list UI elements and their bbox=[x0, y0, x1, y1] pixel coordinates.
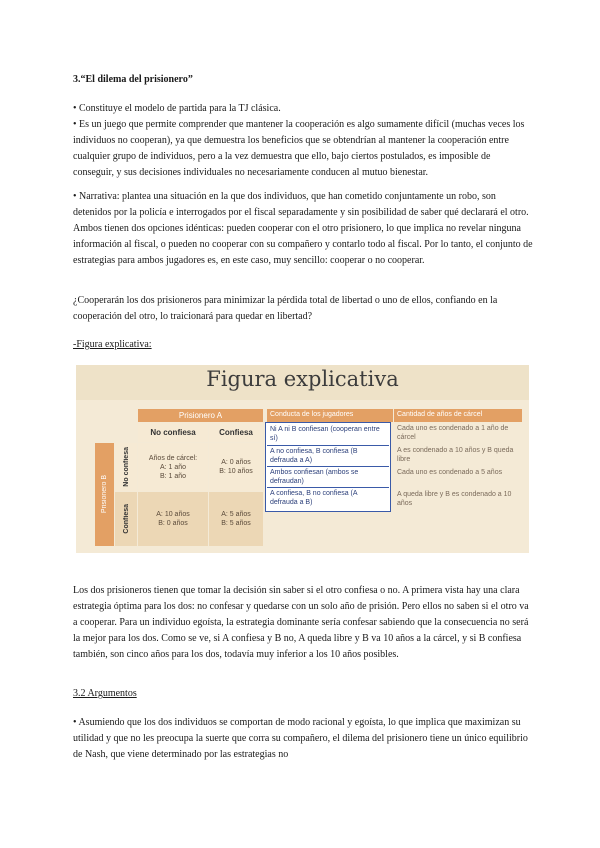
years-header: Cantidad de años de cárcel bbox=[394, 409, 522, 422]
prisoner-a-header: Prisionero A bbox=[138, 409, 263, 422]
years-row-3: Cada uno es condenado a 5 años bbox=[397, 469, 503, 476]
col-no-confiesa: No confiesa bbox=[138, 423, 208, 442]
figure bbox=[76, 365, 529, 553]
row-no-confiesa-label: No confiesa bbox=[122, 447, 130, 487]
cell-nc-nc: Años de cárcel: A: 1 año B: 1 año bbox=[138, 443, 208, 491]
conduct-row-2: A no confiesa, B confiesa (B defrauda a A) bbox=[267, 445, 389, 465]
bullet-1: • Constituye el modelo de partida para la TJ clásica. bbox=[73, 103, 281, 114]
bullet-3: • Narrativa: plantea una situación en la que dos individuos, que han cometido conjuntamente un robo, son detenidos por la policía e interrogados por el fiscal separadamente y sin posibilidad de saber qué declarará el otro. Ambos tienen dos opciones idénticas: pueden cooperar con el otro prisionero, lo que implica no revelar ninguna información al fiscal, o pueden no cooperar con su compañero y contarlo todo al fiscal. Por lo tanto, el conjunto de estrategias para ambos jugadores es, en este caso, muy sencillo: cooperar o no cooperar. bbox=[73, 191, 533, 266]
subheading-argumentos: 3.2 Argumentos bbox=[73, 688, 137, 699]
years-row-2: A es condenado a 10 años y B queda libre bbox=[397, 447, 514, 463]
figure-label: -Figura explicativa: bbox=[73, 339, 152, 350]
years-row-4: A queda libre y B es condenado a 10 años bbox=[397, 491, 512, 507]
conduct-header: Conducta de los jugadores bbox=[267, 409, 393, 422]
col-confiesa: Confiesa bbox=[209, 423, 263, 442]
row-confiesa-label: Confiesa bbox=[122, 504, 130, 534]
cell-c-c: A: 5 años B: 5 años bbox=[209, 492, 263, 546]
bullet-2: • Es un juego que permite comprender que mantener la cooperación es algo sumamente difícil (muchas veces los individuos no cooperan), ya que demuestra los beneficios que se obtendrían al mantener la cooperación entre cualquier grupo de individuos, pero a la vez demuestra que ello, bajo ciertos postulados, es imposible de conseguir, y sus decisiones individuales no necesariamente conducen al mutuo bienestar. bbox=[73, 119, 525, 178]
conduct-row-1: Ni A ni B confiesan (cooperan entre sí) bbox=[267, 424, 389, 444]
row-confiesa bbox=[115, 492, 137, 546]
row-no-confiesa bbox=[115, 443, 137, 491]
question-paragraph: ¿Cooperarán los dos prisioneros para minimizar la pérdida total de libertad o uno de ellos, confiando en la cooperación del otro, lo traicionará para quedar en libertad? bbox=[73, 295, 498, 322]
prisoner-b-header bbox=[95, 443, 114, 546]
cell-nc-c: A: 0 años B: 10 años bbox=[209, 443, 263, 491]
years-row-1: Cada uno es condenado a 1 año de cárcel bbox=[397, 425, 509, 441]
conduct-row-4: A confiesa, B no confiesa (A defrauda a B) bbox=[267, 487, 389, 510]
paragraph-after-figure: Los dos prisioneros tienen que tomar la decisión sin saber si el otro confiesa o no. A primera vista hay una clara estrategia óptima para los dos: no confesar y quedarse con un solo año de prisión. Pero ellos no saben si el otro va a cooperar. Para un individuo egoísta, la estrategia dominante sería confesar sabiendo que la consecuencia no será la mejor para los dos. Como se ve, si A confiesa y B no, A queda libre y B va 10 años a la cárcel, y si B confiesa también, son cinco años para los dos, todavía muy inferior a los 10 años posibles. bbox=[73, 585, 529, 660]
last-paragraph: • Asumiendo que los dos individuos se comportan de modo racional y egoísta, lo que implica que maximizan su utilidad y que no les preocupa la suerte que corra su compañero, el dilema del prisionero tiene un único equilibrio de Nash, que viene determinado por las estrategias no bbox=[73, 717, 528, 760]
prisoner-b-label: Prisionero B bbox=[101, 475, 108, 514]
figure-title: Figura explicativa bbox=[206, 367, 399, 391]
conduct-row-3: Ambos confiesan (ambos se defraudan) bbox=[267, 466, 389, 486]
cell-c-nc: A: 10 años B: 0 años bbox=[138, 492, 208, 546]
section-heading: 3.“El dilema del prisionero” bbox=[73, 74, 193, 85]
